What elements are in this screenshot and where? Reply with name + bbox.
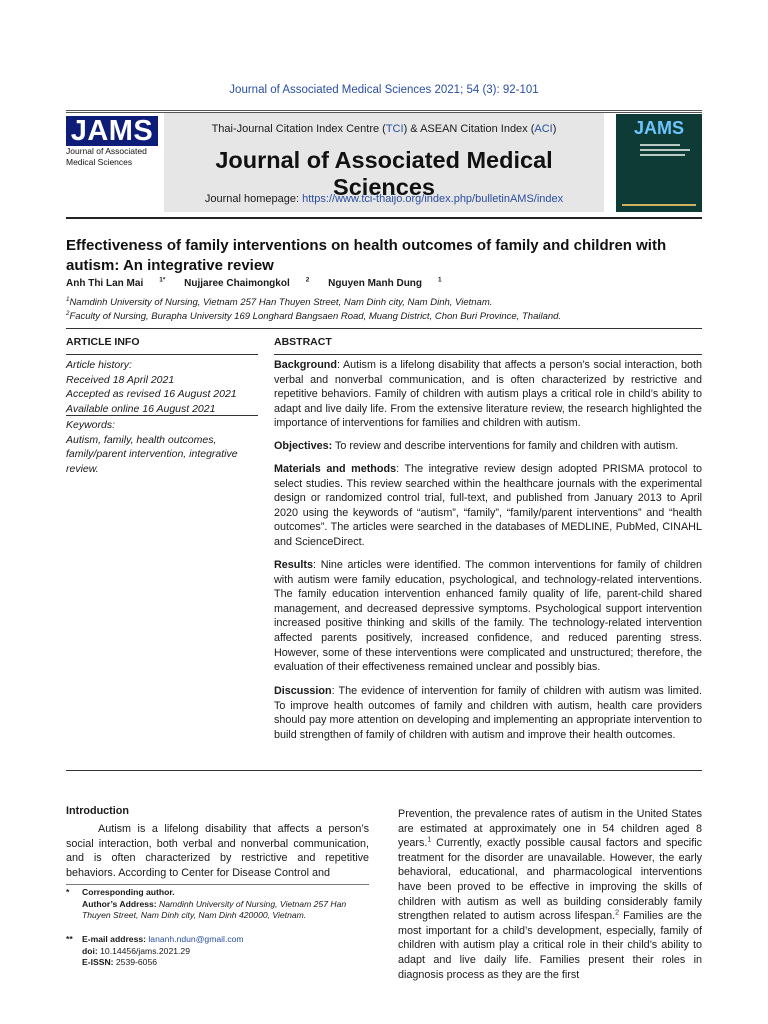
- author: Nujjaree Chaimongkol $^2$: [184, 276, 310, 289]
- corresponding-label: Corresponding author.: [82, 887, 175, 897]
- journal-citation: Journal of Associated Medical Sciences 2021; 54 (3): 92-101: [229, 84, 539, 96]
- aci-link[interactable]: ACI: [534, 123, 553, 135]
- index-text-3: ): [552, 123, 557, 135]
- introduction-heading: Introduction: [66, 805, 129, 817]
- keywords-block: [66, 418, 258, 476]
- online-date: Available online 16 August 2021: [66, 402, 216, 415]
- footnote-mark: *: [66, 887, 70, 897]
- abstract-heading: ABSTRACT: [274, 336, 332, 348]
- article-title: Effectiveness of family interventions on health outcomes of family and children with autism: An integrative review: [66, 237, 667, 274]
- email-label: E-mail address:: [82, 934, 146, 944]
- author-list: [66, 278, 706, 289]
- journal-homepage: [164, 193, 604, 205]
- abstract-end-rule: [66, 770, 702, 771]
- homepage-label: Journal homepage:: [204, 193, 303, 205]
- footnote-email: [66, 934, 369, 969]
- homepage-link[interactable]: https://www.tci-thaijo.org/index.php/bulletinAMS/index: [302, 193, 564, 205]
- logo-subtitle: Journal of Associated Medical Sciences: [66, 146, 147, 167]
- received-date: Received 18 April 2021: [66, 373, 175, 386]
- jams-logo: JAMS: [66, 116, 158, 146]
- footnote-corresponding: [66, 887, 369, 922]
- journal-cover-image: [616, 114, 702, 212]
- article-history: [66, 358, 258, 416]
- doi-label: doi:: [82, 945, 98, 956]
- author: Nguyen Manh Dung $^1$: [328, 276, 442, 289]
- accepted-date: Accepted as revised 16 August 2021: [66, 388, 237, 400]
- affiliation-1: $^1$Namdinh University of Nursing, Vietnam 257 Han Thuyen Street, Nam Dinh city, Nam Dinh, Vietnam.: [66, 295, 493, 308]
- body-column-1: Autism is a lifelong disability that affects a person’s social interaction, both verbal and nonverbal communication, and is often characterized by restrictive and repetitive behaviors. According to Center for Disease Control and: [66, 823, 369, 879]
- issn: 2539-6056: [115, 957, 158, 968]
- footnote-rule: [66, 884, 369, 885]
- article-info-heading: ARTICLE INFO: [66, 336, 140, 348]
- abstract-discussion: Discussion: The evidence of intervention for family of children with autism was limited. To improve health outcomes of family and children with autism, health care providers should pay more attention on developing and implementing an appropriate intervention to build strengthen of family of children with autism and improve their health outcomes.: [274, 685, 702, 741]
- address-label: Author’s Address:: [82, 898, 157, 909]
- abstract-objectives: Objectives: To review and describe interventions for family and children with autism.: [274, 440, 679, 452]
- header-bottom-rule: [66, 217, 702, 219]
- cover-line: [640, 144, 680, 146]
- keywords: Autism, family, health outcomes, family/parent intervention, integrative review.: [66, 433, 238, 475]
- issn-label: E-ISSN:: [82, 957, 114, 968]
- abstract-results: Results: Nine articles were identified. The common interventions for family of children with autism were family education, psychological, and technology-related interventions. The family education intervention enhanced family quality of life, parent-child shared management, and decreased depressive symptoms. Psychological support intervention increased positive thinking and skills of the family. The technology-related intervention affected parents positively, increased confidence, and reduced parenting stress. However, some of these interventions were complicated and unstructured; therefore, the evaluation of their effectiveness remained unclear and possibly bias.: [274, 559, 702, 674]
- top-rule: [66, 110, 702, 111]
- journal-title: Journal of Associated Medical Sciences: [215, 147, 553, 200]
- abstract-methods: Materials and methods: The integrative review design adopted PRISMA protocol to select studies. This review searched within the healthcare journals with the experimental design or randomized control trial, full-text, and published from January 2013 to April 2020 using the keywords of “autism”, “family”, “family/parent interventions” and “health outcomes”. The articles were searched in the databases of MEDLINE, PubMed, CINAHL and ScienceDirect.: [274, 463, 702, 548]
- abstract-rule: [274, 354, 702, 355]
- history-label: Article history:: [66, 359, 132, 371]
- cover-line: [640, 149, 690, 151]
- tci-link[interactable]: TCI: [385, 123, 404, 135]
- cover-line: [640, 154, 685, 156]
- info-rule: [66, 354, 258, 355]
- cover-title: JAMS: [633, 118, 684, 138]
- keywords-label: Keywords:: [66, 419, 116, 431]
- body-column-2: Prevention, the prevalence rates of autism in the United States are estimated at approximately one in 54 children aged 8 years.$^1$ Currently, exactly possible causal factors and specific treatment for the disorder are unavailable. However, the early behavioral, educational, and pharmacological interventions have been proved to be effective in improving the skills of children with autism as well as building considerably family strengthen related to autism across lifespan.$^2$ Families are the most important for a child’s development, especially, family of children with autism play a critical role in their child’s ability to adapt and live daily life. Families present their roles in diagnosis process as they are the first: [398, 808, 702, 981]
- index-text-2: ) & ASEAN Citation Index (: [403, 123, 535, 135]
- index-text-1: Thai-Journal Citation Index Centre (: [211, 123, 386, 135]
- doi: 10.14456/jams.2021.29: [100, 945, 190, 956]
- abstract-background: Background: Autism is a lifelong disability that affects a person’s social interaction, both verbal and nonverbal communication, and is often characterized by restrictive and repetitive behaviors. Family of children with autism plays a critical role in child’s ability to adapt and live daily life. From the extensive literature review, the research highlighted the importance of interventions for families and children with autism.: [274, 359, 702, 430]
- footnote-mark: **: [66, 934, 73, 944]
- citation-index-line: [164, 123, 604, 135]
- affiliation-2: $^2$Faculty of Nursing, Burapha University 169 Longhard Bangsaen Road, Muang District, Chon Buri Province, Thailand.: [66, 309, 562, 322]
- author-address: Namdinh University of Nursing, Vietnam 257 Han Thuyen Street, Nam Dinh city, Nam Dinh 420000, Vietnam.: [82, 898, 347, 921]
- info-rule-2: [66, 415, 258, 416]
- author: Anh Thi Lan Mai $^{1*}$: [66, 276, 166, 289]
- cover-footer-line: [622, 204, 696, 206]
- email-link[interactable]: lananh.ndun@gmail.com: [148, 934, 244, 944]
- section-rule: [66, 328, 702, 329]
